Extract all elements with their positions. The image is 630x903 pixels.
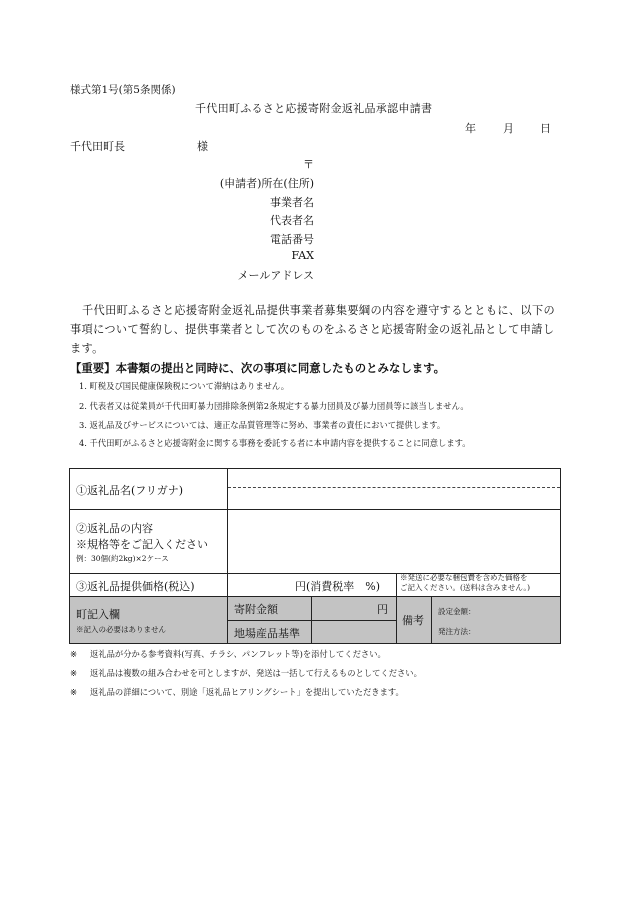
important-notice: 【重要】本書類の提出と同時に、次の事項に同意したものとみなします。 (70, 361, 445, 375)
price-note: ※発送に必要な梱包費を含めた価格を ご記入ください。(送料は含みません。) (400, 573, 531, 592)
set-amount-label: 設定金額： (438, 607, 476, 616)
fax-label: FAX (291, 249, 314, 262)
applicant-address-label: (申請者)所在(住所) (219, 177, 314, 190)
footnote: ※ 返礼品が分かる参考資料(写真、チラシ、パンフレット等)を添付してください。 (70, 649, 386, 659)
addressee-honorific: 様 (197, 140, 208, 153)
date-year: 年 (465, 122, 476, 135)
content-note: ※規格等をご記入ください (76, 538, 208, 551)
price-unit: 円(消費税率 %) (295, 580, 381, 593)
content-field[interactable] (230, 512, 558, 570)
price-label: ③返礼品提供価格(税込) (76, 580, 195, 593)
condition-item: 2. 代表者又は従業員が千代田町暴力団排除条例第2条規定する暴力団員及び暴力団員等に該当しません。 (79, 401, 469, 411)
item-name-label: ①返礼品名(フリガナ) (76, 484, 184, 497)
document-title: 千代田町ふるさと応援寄附金返礼品承認申請書 (195, 102, 433, 115)
representative-label: 代表者名 (270, 214, 314, 227)
date-day: 日 (540, 122, 551, 135)
content-example: 例：30個(約2kg)×2ケース (76, 554, 169, 563)
condition-item: 3. 返礼品及びサービスについては、適正な品質管理等に努め、事業者の責任において提供します。 (79, 420, 446, 430)
postal-mark: 〒 (303, 158, 314, 171)
condition-item: 4. 千代田町がふるさと応援寄附金に関する事務を委託する者に本申請内容を提供することに同意します。 (79, 438, 471, 448)
remarks-label: 備考 (402, 614, 424, 627)
business-name-label: 事業者名 (270, 196, 314, 209)
footnote: ※ 返礼品の詳細について、別途「返礼品ヒアリングシート」を提出していただきます。 (70, 687, 404, 697)
item-name-field[interactable] (230, 489, 558, 507)
condition-item: 1. 町税及び国民健康保険税について滞納はありません。 (79, 381, 290, 391)
form-reference: 様式第1号(第5条関係) (70, 84, 176, 96)
local-product-standard-label: 地場産品基準 (234, 627, 300, 640)
donation-unit: 円 (377, 603, 388, 616)
town-use-note: ※記入の必要はありません (76, 625, 166, 634)
date-month: 月 (503, 122, 514, 135)
item-name-furigana-field[interactable] (230, 471, 558, 486)
footnote: ※ 返礼品は複数の組み合わせを可としますが、発送は一括して行えるものとしてください。 (70, 668, 422, 678)
application-table (69, 468, 561, 644)
phone-label: 電話番号 (270, 233, 314, 246)
order-method-label: 発注方法： (438, 627, 476, 636)
addressee-name: 千代田町長 (70, 140, 125, 153)
price-field[interactable] (230, 575, 292, 594)
intro-paragraph: 千代田町ふるさと応援寄附金返礼品提供事業者募集要綱の内容を遵守するとともに、以下の事項について誓約し、提供事業者として次のものをふるさと応援寄附金の返礼品として申請します。 (70, 304, 556, 355)
town-use-label: 町記入欄 (76, 608, 120, 621)
content-label: ②返礼品の内容 (76, 522, 153, 535)
email-label: メールアドレス (237, 269, 314, 282)
donation-amount-label: 寄附金額 (234, 603, 278, 616)
